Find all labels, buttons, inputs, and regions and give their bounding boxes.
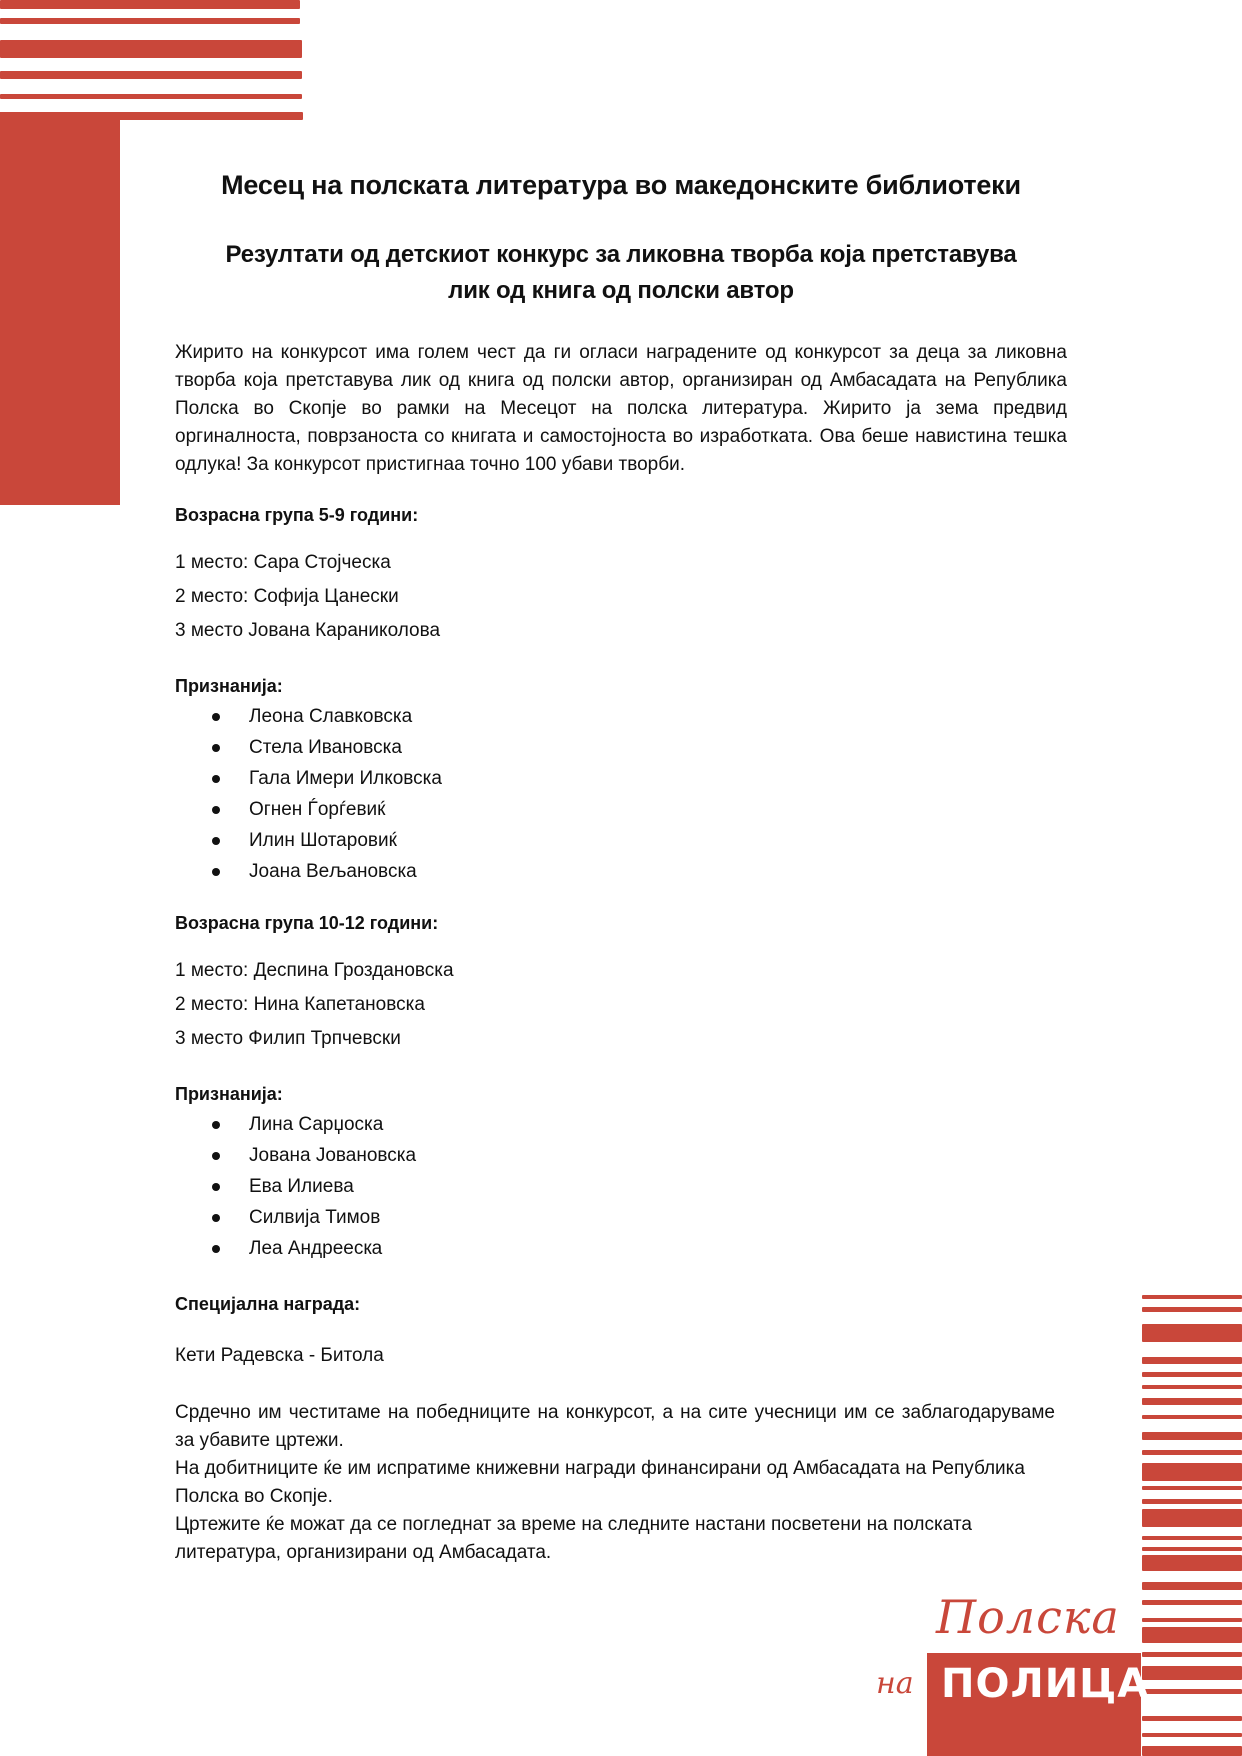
document-body <box>175 170 1067 1567</box>
section-heading: Возрасна група 5-9 години: <box>175 505 419 525</box>
decor-stripe <box>1142 1582 1242 1590</box>
bullet-icon <box>212 806 220 814</box>
section-heading: Возрасна група 10-12 години: <box>175 913 439 933</box>
recognition-name: Леа Андреескa <box>249 1238 383 1259</box>
recognitions-heading: Признанија: <box>175 1084 283 1104</box>
list-item <box>175 794 1067 825</box>
logo-script-text: Полска <box>936 1590 1120 1644</box>
decor-stripe <box>1142 1746 1242 1756</box>
closing-paragraph: На добитниците ќе им испратиме книжевни награди финансирани од Амбасадата на Република Полска во Скопје. <box>175 1458 1025 1507</box>
page-title: Месец на полската литература во македонските библиотеки <box>221 170 1021 200</box>
bullet-icon <box>212 1152 220 1160</box>
decor-stripe <box>0 0 300 9</box>
bullet-icon <box>212 1183 220 1191</box>
decor-stripe <box>1142 1398 1242 1405</box>
bullet-icon <box>212 713 220 721</box>
places-list <box>175 546 1067 648</box>
list-item <box>175 732 1067 763</box>
recognition-name: Огнен Ѓорѓевиќ <box>249 799 386 820</box>
list-item <box>175 1140 1067 1171</box>
recognition-name: Јована Јовановска <box>249 1145 417 1166</box>
decor-stripe <box>1142 1509 1242 1527</box>
decor-stripe <box>1142 1372 1242 1377</box>
subtitle-line-1: Резултати од детскиот конкурс за ликовна творба која претставува <box>225 241 1017 268</box>
list-item <box>175 701 1067 732</box>
decor-block <box>0 112 120 505</box>
bullet-icon <box>212 1121 220 1129</box>
logo-word: ПОЛИЦА <box>941 1661 1150 1707</box>
list-item <box>175 1202 1067 1233</box>
decor-stripe <box>1142 1432 1242 1440</box>
bullet-icon <box>212 1214 220 1222</box>
decor-stripe <box>1142 1463 1242 1481</box>
decor-stripe <box>1142 1547 1242 1551</box>
decor-stripe <box>1142 1555 1242 1571</box>
decor-stripe <box>1142 1600 1242 1605</box>
decor-stripe <box>0 71 302 79</box>
special-award-winner: Кети Радевска - Битола <box>175 1345 384 1366</box>
recognitions-heading: Признанија: <box>175 676 283 696</box>
bullet-icon <box>212 744 220 752</box>
bullet-icon <box>212 775 220 783</box>
decor-stripe <box>1142 1486 1242 1490</box>
decor-stripe <box>1142 1666 1242 1680</box>
decor-stripe <box>1142 1652 1242 1657</box>
bullet-icon <box>212 868 220 876</box>
place-item: 2 место: Нина Капетановска <box>175 994 425 1015</box>
recognition-name: Јоана Вељановска <box>249 861 417 882</box>
place-item: 3 место Филип Трпчевски <box>175 1028 401 1049</box>
decor-stripe <box>0 40 302 58</box>
decor-stripe <box>0 18 300 24</box>
recognition-name: Лина Сарџоска <box>249 1114 384 1135</box>
bullet-icon <box>212 1245 220 1253</box>
decor-stripe <box>1142 1415 1242 1419</box>
list-item <box>175 1109 1067 1140</box>
recognition-name: Леона Славковска <box>249 706 413 727</box>
decor-stripe <box>1142 1385 1242 1389</box>
place-item: 1 место: Деспина Гроздановска <box>175 960 454 981</box>
decor-stripe <box>1142 1733 1242 1737</box>
place-item: 1 место: Сара Стојческа <box>175 552 391 573</box>
list-item <box>175 856 1067 887</box>
decor-stripe <box>1142 1618 1242 1622</box>
recognitions-list <box>175 701 1067 887</box>
recognition-name: Ева Илиева <box>249 1176 354 1197</box>
list-item <box>175 763 1067 794</box>
age-group-10-12 <box>175 913 1067 1264</box>
decor-stripe <box>1142 1295 1242 1299</box>
place-item: 2 место: Софија Цанески <box>175 586 399 607</box>
recognitions-list <box>175 1109 1067 1264</box>
places-list <box>175 954 1067 1056</box>
recognition-name: Гала Имери Илковска <box>249 768 442 789</box>
decor-stripe <box>1142 1307 1242 1312</box>
subtitle-line-2: лик од книга од полски автор <box>448 277 794 304</box>
list-item <box>175 1233 1067 1264</box>
place-item: 3 место Јована Караниколова <box>175 620 441 641</box>
closing-paragraph: Цртежите ќе можат да се погледнат за време на следните настани посветени на полската литература, организирани од Амбасадата. <box>175 1514 972 1563</box>
section-heading: Специјална награда: <box>175 1294 361 1314</box>
closing-paragraph: Срдечно им честитаме на победниците на конкурсот, а на сите учесници им се заблагодаруваме за убавите цртежи. <box>175 1402 1055 1451</box>
decor-stripe <box>1142 1536 1242 1540</box>
decor-stripe <box>1142 1450 1242 1455</box>
recognition-name: Стела Ивановска <box>249 737 402 758</box>
decor-stripe <box>1142 1357 1242 1364</box>
list-item <box>175 1171 1067 1202</box>
special-award <box>175 1294 1067 1373</box>
page-subtitle <box>175 237 1067 309</box>
logo-connector: на <box>876 1666 914 1701</box>
decor-stripe <box>1142 1324 1242 1342</box>
decor-stripe <box>1142 1716 1242 1721</box>
decor-stripe <box>1142 1627 1242 1643</box>
decor-stripe <box>1142 1499 1242 1504</box>
age-group-5-9 <box>175 505 1067 887</box>
intro-paragraph: Жирито на конкурсот има голем чест да ги огласи наградените од конкурсот за деца за ликовна творба која претставува лик од книга од полски автор, организиран од Амбасадата на Република Полска во Скопје во рамки на Месецот на полска литература. Жирито ја зема предвид оргиналноста, поврзаноста со книгата и самостојноста во изработката. Ова беше навистина тешка одлука! За конкурсот пристигнаа точно 100 убави творби. <box>175 342 1067 475</box>
decor-stripe <box>0 94 302 99</box>
list-item <box>175 825 1067 856</box>
recognition-name: Силвија Тимов <box>249 1207 381 1228</box>
closing-notes <box>175 1399 1055 1567</box>
decor-stripe <box>1142 1689 1242 1694</box>
recognition-name: Илин Шотаровиќ <box>249 830 397 851</box>
bullet-icon <box>212 837 220 845</box>
